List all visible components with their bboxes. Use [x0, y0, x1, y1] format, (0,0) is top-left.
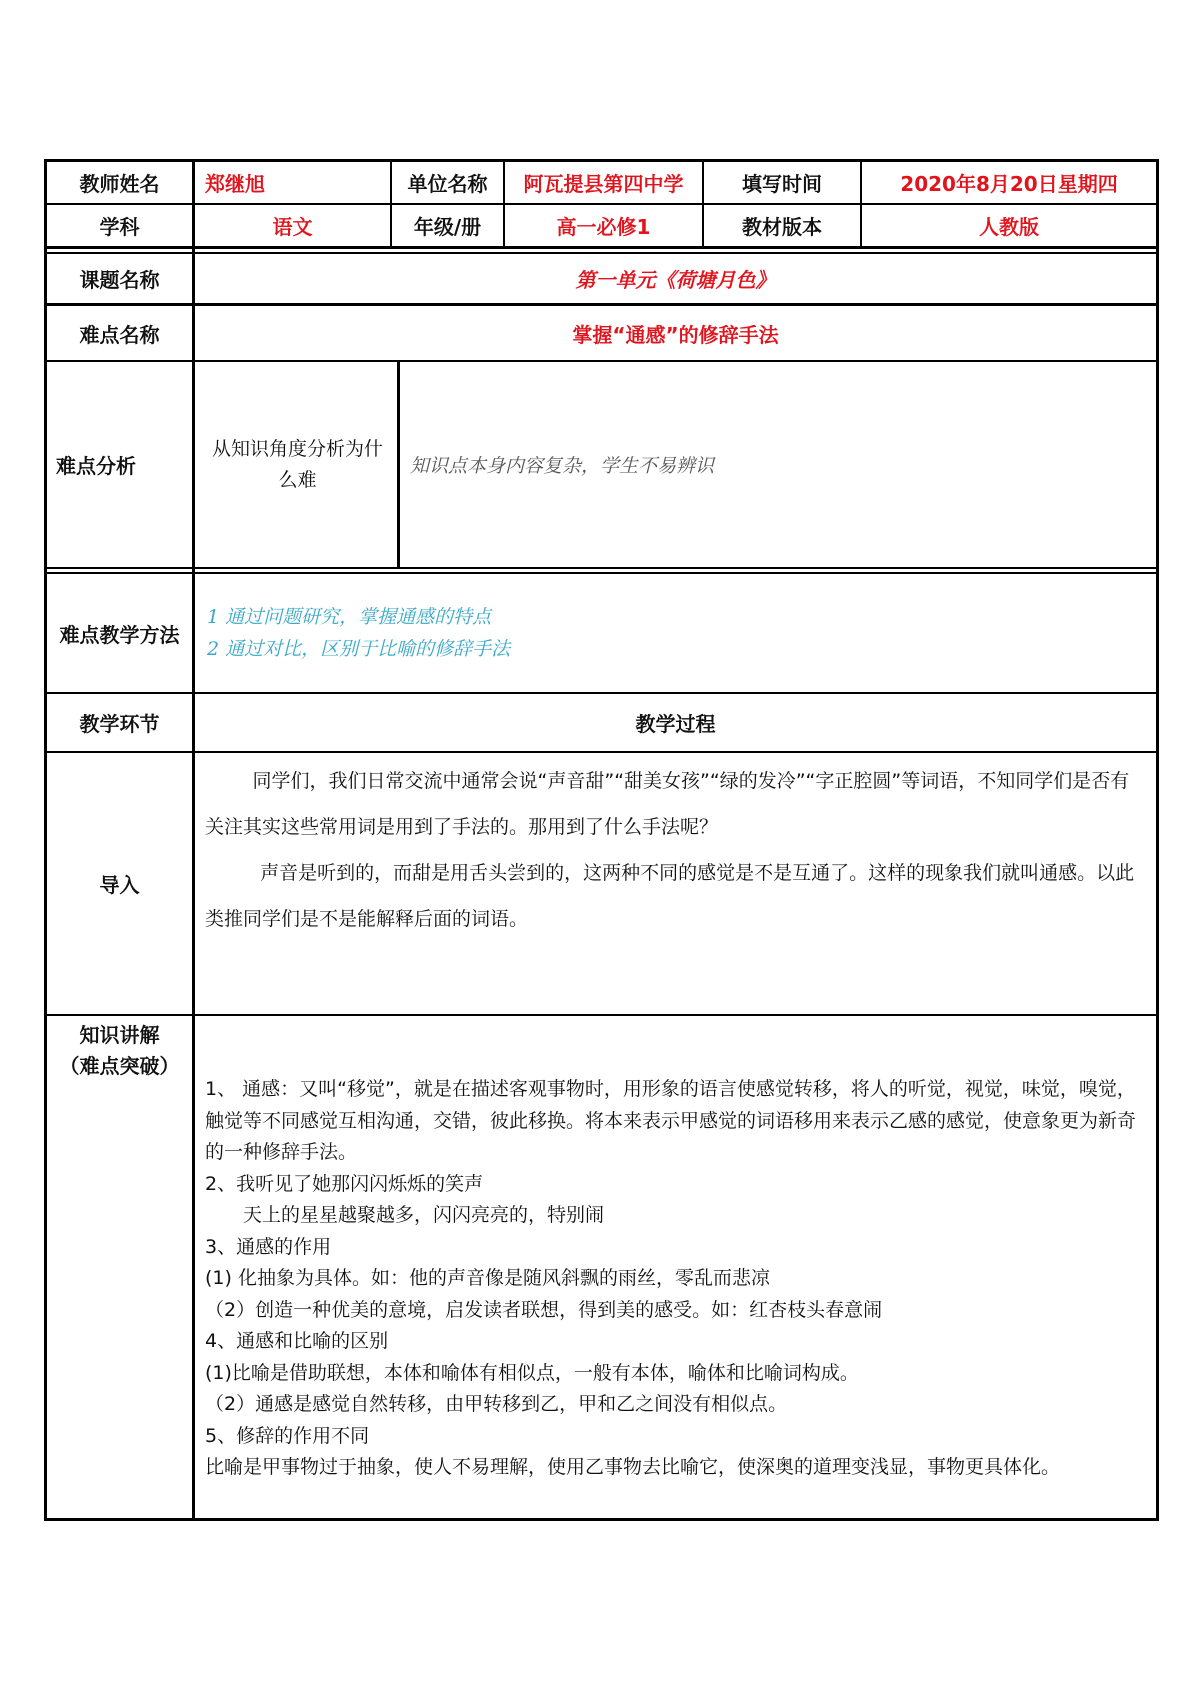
analysis-label: 难点分析: [56, 454, 136, 478]
knowledge-content: [205, 1074, 1150, 1484]
analysis-value: 知识点本身内容复杂，学生不易辨识: [410, 455, 715, 477]
knowledge-line: （2）通感是感觉自然转移，由甲转移到乙，甲和乙之间没有相似点。: [205, 1393, 788, 1415]
unit-name-label: 单位名称: [407, 172, 488, 196]
knowledge-line: 4、通感和比喻的区别: [205, 1330, 389, 1352]
process-label: 教学过程: [635, 712, 716, 736]
knowledge-line: 5、修辞的作用不同: [205, 1424, 370, 1447]
intro-text: [205, 758, 1145, 942]
knowledge-label-line-2: （难点突破）: [59, 1054, 180, 1078]
knowledge-label-line-1: 知识讲解: [79, 1023, 160, 1047]
teacher-name-value: 郑继旭: [205, 172, 265, 196]
knowledge-line: (1) 化抽象为具体。如：他的声音像是随风斜飘的雨丝，零乱而悲凉: [205, 1267, 770, 1289]
difficulty-label: 难点名称: [79, 322, 160, 347]
difficulty-value: 掌握“通感”的修辞手法: [572, 322, 779, 347]
intro-paragraph-2: 声音是听到的，而甜是用舌头尝到的，这两种不同的感觉是不是互通了。这样的现象我们就叫通感。以此类推同学们是不是能解释后面的词语。: [205, 862, 1135, 930]
knowledge-line: 2、我听见了她那闪闪烁烁的笑声: [205, 1172, 484, 1195]
topic-value: 第一单元《荷塘月色》: [575, 268, 776, 292]
intro-label: 导入: [99, 873, 140, 897]
method-line-2: 2 通过对比，区别于比喻的修辞手法: [207, 638, 511, 660]
grade-value: 高一必修1: [556, 215, 651, 239]
knowledge-line: 1、 通感：又叫“移觉”，就是在描述客观事物时，用形象的语言使感觉转移，将人的听觉，视觉，味觉，嗅觉，触觉等不同感觉互相沟通，交错，彼此移换。将本来表示甲感觉的词语移用来表示乙感的感觉，使意象更为新奇的一种修辞手法。: [205, 1078, 1137, 1163]
knowledge-label: [47, 1020, 192, 1086]
analysis-sub-label: 从知识角度分析为什么难: [211, 437, 383, 491]
subject-value: 语文: [272, 215, 313, 239]
fill-time-label: 填写时间: [742, 172, 822, 196]
edition-value: 人教版: [979, 215, 1039, 239]
fill-time-value: 2020年8月20日星期四: [900, 172, 1118, 196]
knowledge-line: 3、通感的作用: [205, 1235, 332, 1258]
knowledge-line: (1)比喻是借助联想，本体和喻体有相似点，一般有本体，喻体和比喻词构成。: [205, 1361, 859, 1384]
method-lines: [207, 574, 1147, 692]
knowledge-line: （2）创造一种优美的意境，启发读者联想，得到美的感受。如：红杏枝头春意闹: [205, 1298, 883, 1321]
topic-label: 课题名称: [79, 268, 160, 292]
knowledge-line: 比喻是甲事物过于抽象，使人不易理解，使用乙事物去比喻它，使深奥的道理变浅显，事物更具体化。: [205, 1456, 1061, 1478]
grade-label: 年级/册: [413, 215, 482, 239]
teacher-name-label: 教师姓名: [79, 172, 160, 196]
knowledge-line: 天上的星星越聚越多，闪闪亮亮的，特别闹: [243, 1204, 605, 1226]
unit-name-value: 阿瓦提县第四中学: [523, 172, 684, 196]
stage-label: 教学环节: [79, 712, 160, 736]
method-line-1: 1 通过问题研究，掌握通感的特点: [207, 606, 492, 628]
subject-label: 学科: [99, 215, 140, 239]
intro-paragraph-1: 同学们，我们日常交流中通常会说“声音甜”“甜美女孩”“绿的发冷”“字正腔圆”等词语，不知同学们是否有关注其实这些常用词是用到了手法的。那用到了什么手法呢？: [205, 770, 1130, 838]
edition-label: 教材版本: [742, 215, 822, 239]
method-label: 难点教学方法: [59, 622, 180, 647]
